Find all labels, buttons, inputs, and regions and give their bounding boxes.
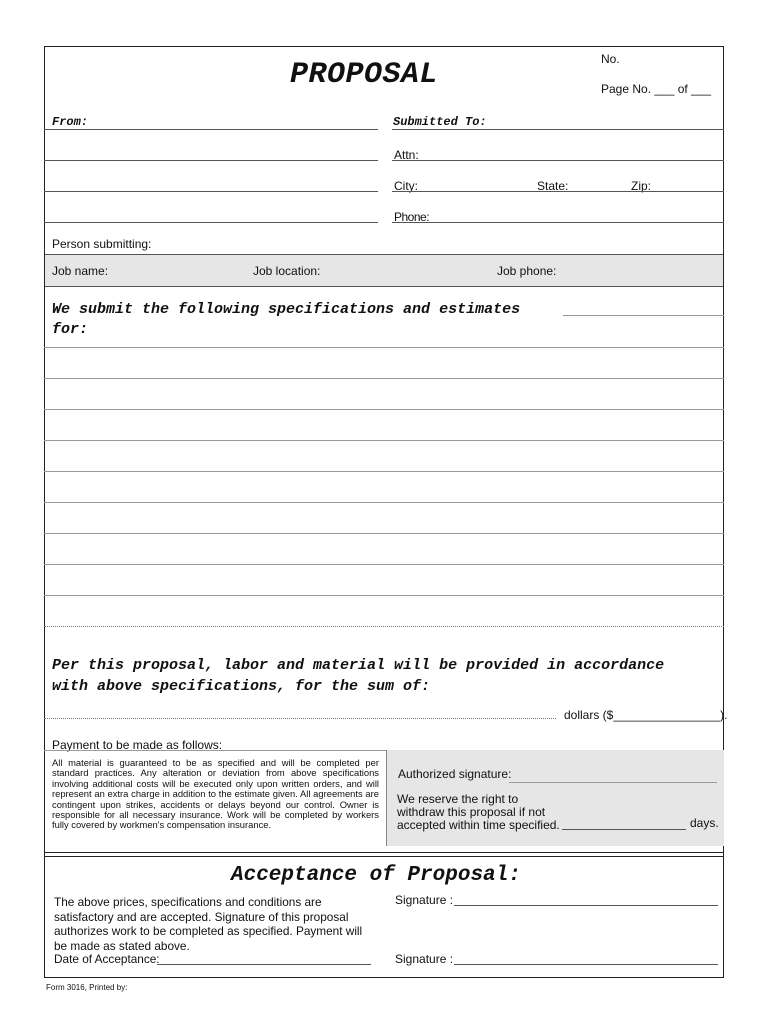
phone-line[interactable] [392, 222, 724, 223]
days-label: days. [690, 816, 719, 830]
form-number-footer: Form 3016, Printed by: [46, 983, 128, 992]
specifications-heading-line2: for: [52, 321, 89, 338]
sum-heading-line1: Per this proposal, labor and material will be provided in accordance [52, 657, 665, 674]
date-of-acceptance-label: Date of Acceptance: [54, 952, 160, 966]
attn-label: Attn: [394, 148, 419, 162]
job-location-label: Job location: [253, 264, 321, 278]
sum-heading-line2: with above specifications, for the sum of: [52, 678, 431, 695]
state-label: State: [537, 179, 569, 193]
attn-line[interactable] [392, 160, 724, 161]
date-of-acceptance-line[interactable] [157, 964, 371, 965]
job-phone-label: Job phone: [497, 264, 557, 278]
page-number-label: Page No. ___ of ___ [601, 82, 712, 96]
spec-line-5[interactable] [44, 471, 724, 472]
withdraw-text-1: We reserve the right to [397, 792, 519, 806]
job-name-label: Job name: [52, 264, 109, 278]
signature-2-label: Signature : [395, 952, 454, 966]
signature-1-label: Signature : [395, 893, 454, 907]
from-line-2[interactable] [44, 160, 378, 161]
spec-line-7[interactable] [44, 533, 724, 534]
signature-2-line[interactable] [454, 964, 718, 965]
withdraw-text-2: withdraw this proposal if not [397, 805, 546, 819]
acceptance-heading: Acceptance of Proposal: [231, 864, 521, 887]
acceptance-divider-top [44, 852, 724, 853]
spec-line-3[interactable] [44, 409, 724, 410]
dollars-label: dollars ($________________). [564, 708, 728, 722]
city-line[interactable] [392, 191, 724, 192]
spec-line-6[interactable] [44, 502, 724, 503]
terms-text: All material is guaranteed to be as specified and will be completed per standard practices. Any alteration or deviation from above specifications involving additional costs will be executed only upon written orders, and will represent an extra charge in addition to the estimate given. All agreements are contingent upon strikes, accidents or delays beyond our control. Owner is responsible for all necessary insurance. Work will be completed by workers fully covered by workmen's compensation insurance. [52, 757, 379, 831]
acceptance-divider-bottom [44, 856, 724, 857]
spec-line-10[interactable] [44, 626, 724, 627]
zip-label: Zip: [631, 179, 652, 193]
authorized-signature-label: Authorized signature: [398, 767, 512, 781]
spec-line-8[interactable] [44, 564, 724, 565]
number-label: No. [601, 52, 620, 66]
spec-line-4[interactable] [44, 440, 724, 441]
phone-label: Phone: [394, 210, 430, 224]
from-line-4[interactable] [44, 222, 378, 223]
sum-amount-line[interactable] [44, 718, 556, 719]
from-label: From: [52, 115, 89, 129]
submitted-to-line[interactable] [392, 129, 724, 130]
specifications-heading-line1: We submit the following specifications and estimates [52, 301, 521, 318]
authorized-signature-line[interactable] [509, 782, 717, 783]
signature-1-line[interactable] [454, 905, 718, 906]
spec-line-1[interactable] [44, 347, 724, 348]
acceptance-text: The above prices, specifications and conditions are satisfactory and are accepted. Signature of this proposal authorizes work to be completed as specified. Payment will be made as stated above. [54, 895, 363, 953]
spec-line-9[interactable] [44, 595, 724, 596]
days-line[interactable] [562, 829, 686, 830]
from-line-1[interactable] [44, 129, 378, 130]
spec-line-2[interactable] [44, 378, 724, 379]
payment-label: Payment to be made as follows: [52, 738, 223, 752]
withdraw-text-3: accepted within time specified. [397, 818, 560, 832]
city-label: City: [394, 179, 418, 193]
page-title: PROPOSAL [290, 58, 439, 92]
job-row [45, 254, 723, 287]
submitted-to-label: Submitted To: [393, 115, 487, 129]
spec-line-0[interactable] [563, 315, 724, 316]
person-submitting-label: Person submitting: [52, 237, 152, 251]
from-line-3[interactable] [44, 191, 378, 192]
